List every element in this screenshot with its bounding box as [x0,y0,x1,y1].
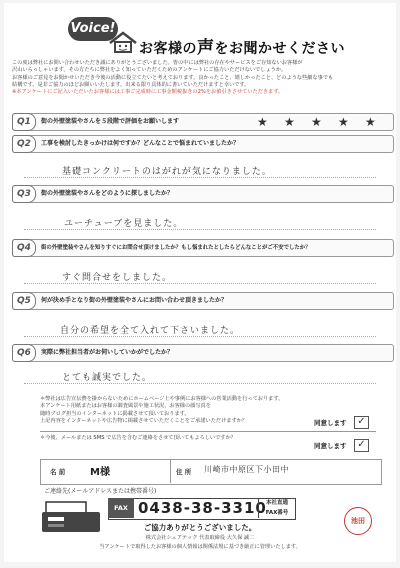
title-part-c: をお聞かせください [214,41,345,57]
answer-line [24,383,376,384]
question-text: 工事を検討したきっかけは何ですか？どんなことで悩まれていましたか？ [41,140,240,147]
title-part-b: 声 [197,38,215,58]
check-mark-icon: ✓ [357,416,366,427]
fax-number: 0438-38-3310 [138,499,267,517]
question-badge: Q2 [12,135,36,153]
answer-q3[interactable]: ユーチューブを見ました。 [64,219,184,229]
footer-thanks: ご協力ありがとうございました。 [143,523,257,532]
survey-page [4,3,396,562]
agree-label: 同意します [314,419,347,427]
answer-line [24,336,376,337]
question-badge: Q5 [12,292,36,310]
question-badge: Q6 [12,344,36,362]
rating-star[interactable]: ★ [338,115,349,129]
consent-text [40,396,340,425]
consent-line: 随時ブログ担当のインターネットに掲載させて頂いております。 [40,410,190,417]
direct-line-2: FAX番号 [265,510,289,516]
answer-line [24,229,376,230]
intro-text [12,60,392,96]
question-band-q1 [12,113,394,131]
direct-line-1: 本社直通 [265,500,288,506]
consent-checkbox[interactable] [354,416,369,429]
sms-consent-checkbox[interactable] [354,439,369,452]
footer-company: 株式会社シェアテック 代表取締役 大久保 誠二 [145,535,255,541]
consent-line: 本アンケート用紙またはお客様の調査風景や施工状況、お客様の顔写真を [40,403,211,410]
agree-label-2: 同意します [314,442,347,450]
question-band-q4 [12,239,394,257]
intro-line: この度は弊社にお問い合わせいただき誠にありがとうございました。皆の中には弊社の存在やサービスをご存知ないお客様が [12,60,303,66]
answer-q4[interactable]: すぐ問合せをしました。 [62,273,173,283]
answer-q2[interactable]: 基礎コンクリートのはがれが気になりました。 [62,167,272,177]
question-text: 何が決め手となり街の外壁塗装やさんにお問い合わせ頂きましたか？ [41,297,228,304]
question-band-q5 [12,292,394,310]
rating-star[interactable]: ★ [284,115,295,129]
question-band-q2 [12,135,394,153]
question-badge: Q3 [12,185,36,203]
discount-note: ※本アンケートにご記入いただいたお客様には工事ご完成時に工事金額税抜きの2%をお値引きさせていただきます。 [12,89,284,96]
seal-text: 池田 [351,516,365,525]
intro-line: 結構です。是非ご協力のほどお願いいたします。出来る限り具体的に書いていただけますと幸いです。 [12,81,250,88]
rating-star[interactable]: ★ [365,115,376,129]
question-band-q3 [12,185,394,203]
intro-line: 沢山いらっしゃいます。その方たちに弊社をよく知っていただくためのアンケートにご協力いただけないでしょうか。 [12,67,287,74]
consent-line: 上記内容をインターネットや広告物に掲載させていただくことをご承諾いただけますか？ [40,417,248,424]
rating-star[interactable]: ★ [311,115,322,129]
sms-consent-text [40,435,340,442]
form-separator [170,459,171,483]
contact-label: ご連絡先(メールアドレスまたは携帯番号) [44,488,157,495]
title-part-a: お客様の [139,41,197,57]
footer-privacy: 当アンケートで取得したお客様の個人情報は関係法規に基づき厳正に管理いたします。 [99,544,301,550]
answer-q5[interactable]: 自分の希望を全て入れて下さいました。 [60,326,241,336]
question-text: 街の外壁塗装やさんをどのように探しましたか？ [41,190,174,197]
sms-line: ＊今後、メールまたは SMS で広告を含むご連絡をさせて頂いてもよろしいですか？ [40,435,236,441]
question-text: 街の外壁塗装やさんを５段階で評価をお願いします [41,118,180,125]
name-label: 名 前 [50,468,66,476]
fax-label: FAX [108,498,134,518]
divider [40,431,376,432]
answer-q6[interactable]: とても誠実でした。 [62,373,153,383]
name-value[interactable]: M様 [90,467,110,478]
address-label: 住 所 [176,468,192,476]
address-value[interactable]: 川崎市中原区下小田中 [204,465,289,474]
question-badge: Q4 [12,239,36,257]
consent-line: ＊弊社は広告宣伝費を掛からないためにホームページ上や事例にお客様への営業活動を行っております。 [40,396,284,402]
direct-fax-label [258,498,295,518]
answer-line [24,177,376,178]
voice-badge: Voice! [68,17,118,41]
question-text: 実際に弊社担当者がお伺いしていかがでしたか？ [41,349,174,356]
house-icon [108,31,138,53]
page-title [139,33,345,58]
rating-star[interactable]: ★ [257,115,268,129]
check-mark-icon: ✓ [357,439,366,450]
answer-line [24,283,376,284]
question-badge: Q1 [12,113,36,131]
question-band-q6 [12,344,394,362]
intro-line: お客様のご意見をお聞かせいただき今後の活動に役立てたいと考えております。良かったこと、嬉しかったこと、どのような些細な事でも [12,74,334,81]
question-text: 街の外壁塗装やさんを知りすぐにお問合せ頂けましたか？もし悩まれたとしたらどんなことがご不安でしたか？ [41,245,311,251]
